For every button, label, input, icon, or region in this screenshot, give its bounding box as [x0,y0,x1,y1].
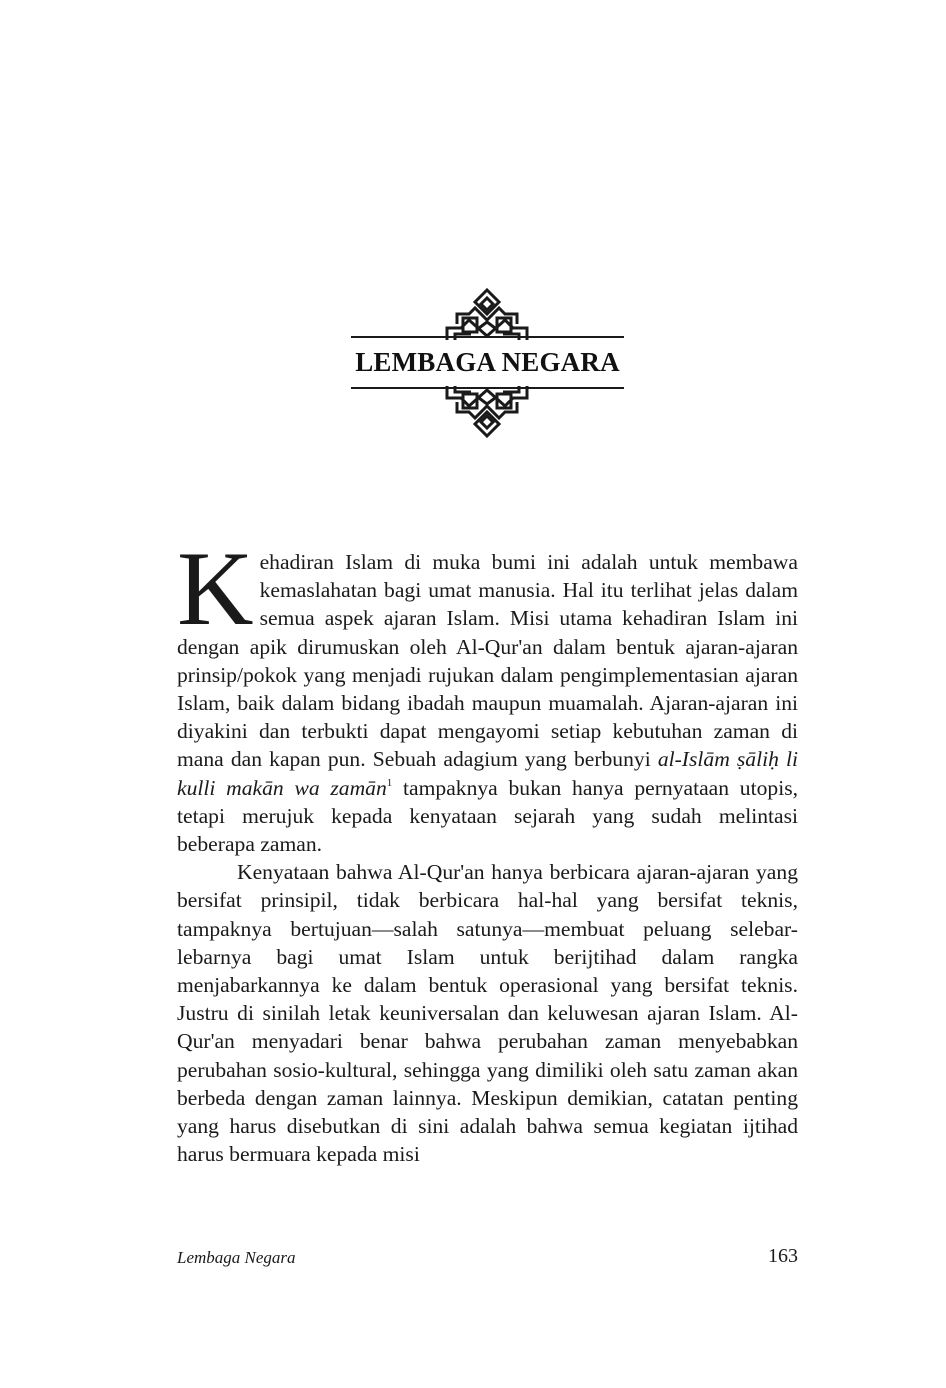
paragraph-1-text-end: tampaknya bukan hanya pernyataan utopis, tetapi merujuk kepada kenyataan sejarah yang sudah melintasi beberapa zaman. [177,775,798,857]
paragraph-1 [177,530,798,858]
title-rule-bottom [351,387,624,389]
running-title: Lembaga Negara [177,1248,296,1267]
chapter-title: LEMBAGA NEGARA [351,342,624,382]
footnote-mark[interactable]: 1 [386,776,393,789]
drop-cap: K [177,530,254,647]
italic-adage: al-Islām ṣāliḥ li kulli makān wa zamān [177,747,798,800]
paragraph-2: Kenyataan bahwa Al-Qur'an hanya berbicara ajaran-ajaran yang bersifat prinsipil, tidak berbicara hal-hal yang bersifat teknis, tampaknya bertujuan—salah satunya—membuat peluang selebar-lebarnya bagi umat Islam untuk berijtihad dalam rangka menjabarkannya ke dalam bentuk operasional yang bersifat teknis. Justru di sinilah letak keuniversalan dan keluwesan ajaran Islam. Al-Qur'an menyadari benar bahwa perubahan zaman menyebabkan perubahan sosio-kultural, sehingga yang dimiliki oleh satu zaman akan berbeda dengan zaman lainnya. Meskipun demikian, catatan penting yang harus disebutkan di sini adalah bahwa semua kegiatan ijtihad harus bermuara kepada misi [177,860,798,1167]
chapter-title-block [336,342,639,382]
paragraph-1-text: ehadiran Islam di muka bumi ini adalah untuk membawa kemaslahatan bagi umat manusia. Hal itu terlihat jelas dalam semua aspek ajaran Islam. Misi utama kehadiran Islam ini dengan apik dirumuskan oleh Al-Qur'an dalam bentuk ajaran-ajaran prinsip/pokok yang menjadi rujukan dalam pengimplementasian ajaran Islam, baik dalam bidang ibadah maupun muamalah. Ajaran-ajaran ini diyakini dan terbukti dapat mengayomi setiap kebutuhan zaman di mana dan kapan pun. Sebuah adagium yang berbunyi [177,550,798,772]
page-number: 163 [768,1245,798,1267]
body-text [177,530,798,1168]
title-rule-top [351,336,624,338]
